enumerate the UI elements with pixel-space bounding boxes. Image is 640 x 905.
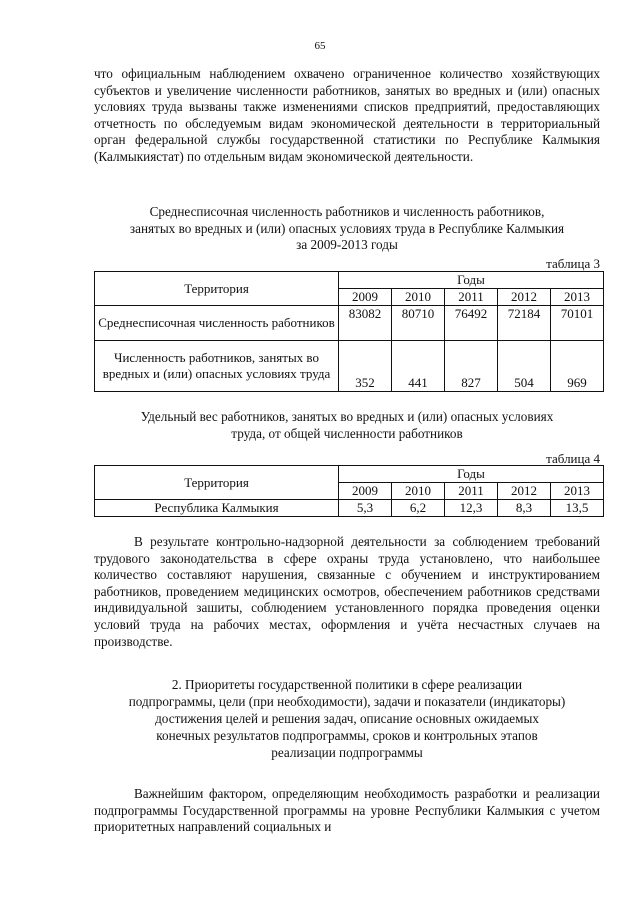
column-header-territory: Территория	[95, 272, 339, 306]
table3-caption-line: Среднесписочная численность работников и численность работников,	[149, 204, 545, 219]
page-number: 65	[314, 40, 326, 52]
table4	[94, 465, 604, 517]
year-header: 2010	[392, 289, 445, 306]
column-header-years: Годы	[339, 466, 604, 483]
table-cell: 13,5	[551, 500, 604, 517]
section-heading-line: 2. Приоритеты государственной политики в сфере реализации	[171, 677, 523, 692]
section-heading-line: подпрограммы, цели (при необходимости), задачи и показатели (индикаторы)	[128, 694, 566, 709]
table-cell: 827	[445, 341, 498, 392]
table-cell: 8,3	[498, 500, 551, 517]
row-label: Среднесписочная численность работников	[95, 306, 339, 341]
row-label: Республика Калмыкия	[95, 500, 339, 517]
year-header: 2009	[339, 289, 392, 306]
year-header: 2011	[445, 483, 498, 500]
table-cell: 80710	[392, 306, 445, 341]
closing-paragraph	[94, 786, 600, 836]
row-label: Численность работников, занятых во вредных и (или) опасных условиях труда	[95, 341, 339, 392]
table-row	[95, 306, 604, 341]
year-header: 2013	[551, 289, 604, 306]
year-header: 2009	[339, 483, 392, 500]
section-heading-line: реализации подпрограммы	[271, 745, 423, 760]
table-cell: 12,3	[445, 500, 498, 517]
column-header-years: Годы	[339, 272, 604, 289]
table3-caption-line: занятых во вредных и (или) опасных условиях труда в Республике Калмыкия	[129, 220, 565, 236]
year-header: 2011	[445, 289, 498, 306]
table3-label: таблица 3	[546, 256, 600, 271]
table-row	[95, 341, 604, 392]
table4-caption-line: труда, от общей численности работников	[231, 425, 463, 441]
table3-caption-line: за 2009-2013 годы	[296, 237, 398, 253]
intro-paragraph	[94, 66, 600, 166]
table4-caption	[94, 409, 600, 442]
table-cell: 72184	[498, 306, 551, 341]
section-heading	[94, 676, 600, 761]
table-cell: 441	[392, 341, 445, 392]
table-cell: 352	[339, 341, 392, 392]
year-header: 2013	[551, 483, 604, 500]
year-header: 2012	[498, 289, 551, 306]
column-header-territory: Территория	[95, 466, 339, 500]
table-cell: 504	[498, 341, 551, 392]
table-cell: 83082	[339, 306, 392, 341]
table-cell: 6,2	[392, 500, 445, 517]
table-cell: 76492	[445, 306, 498, 341]
year-header: 2012	[498, 483, 551, 500]
table4-label: таблица 4	[546, 451, 600, 466]
table3	[94, 271, 604, 392]
body-text: В результате контрольно-надзорной деятельности за соблюдением требований трудового законодательства в сфере охраны труда установлено, что наибольшее количество составляют нарушения, связанные с обучением и инструктированием работников, проведением медицинских осмотров, обеспечением работников средствами индивидуальной зашиты, соблюдением установленного порядка проведения оценки условий труда на рабочих местах, оформления и учёта несчастных случаев на производстве.	[94, 534, 600, 649]
intro-text: что официальным наблюдением охвачено ограниченное количество хозяйствующих субъектов и увеличение численности работников, занятых во вредных и (или) опасных условиях труда вызваны также изменениями списков предприятий, предоставляющих отчетность по обследуемым видам экономической деятельности в территориальный орган федеральной службы государственной статистики по Республике Калмыкия (Калмыкиястат) по отдельным видам экономической деятельности.	[94, 66, 600, 164]
table-cell: 969	[551, 341, 604, 392]
closing-text: Важнейшим фактором, определяющим необходимость разработки и реализации подпрограммы Государственной программы на уровне Республики Калмыкия с учетом приоритетных направлений социальных и	[94, 786, 600, 835]
section-heading-line: достижения целей и решения задач, описание основных ожидаемых	[155, 711, 539, 726]
table3-caption	[94, 204, 600, 254]
table-cell: 70101	[551, 306, 604, 341]
year-header: 2010	[392, 483, 445, 500]
table4-caption-line: Удельный вес работников, занятых во вредных и (или) опасных условиях	[140, 409, 554, 424]
section-heading-line: конечных результатов подпрограммы, сроков и контрольных этапов	[156, 728, 538, 743]
table-cell: 5,3	[339, 500, 392, 517]
body-paragraph	[94, 534, 600, 650]
table-header-row	[95, 272, 604, 289]
table-row	[95, 500, 604, 517]
table-header-row	[95, 466, 604, 483]
